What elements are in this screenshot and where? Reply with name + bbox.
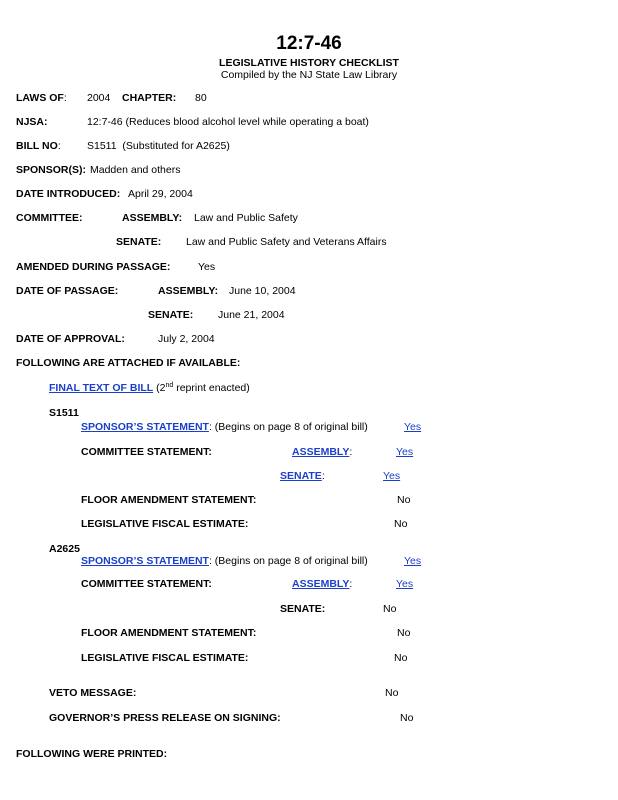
- committee-assembly-label: ASSEMBLY:: [122, 212, 183, 224]
- compiled-by: Compiled by the NJ State Law Library: [220, 69, 398, 81]
- s1511-sponsor-row: [81, 422, 368, 433]
- a2625-sponsor-yes-link[interactable]: Yes: [404, 555, 422, 567]
- page-title: 12:7-46: [276, 33, 342, 54]
- a2625-committee-label: COMMITTEE STATEMENT:: [81, 578, 212, 590]
- amended-label: AMENDED DURING PASSAGE:: [16, 261, 171, 273]
- page-subtitle: LEGISLATIVE HISTORY CHECKLIST: [219, 57, 399, 69]
- passage-senate-label: SENATE:: [148, 309, 194, 321]
- s1511-senate-link[interactable]: SENATE: [280, 470, 322, 482]
- njsa-label: NJSA:: [16, 116, 48, 128]
- s1511-assembly-colon: :: [349, 446, 353, 458]
- sponsors-label: SPONSOR(S):: [16, 164, 87, 176]
- passage-assembly-label: ASSEMBLY:: [158, 285, 219, 297]
- s1511-committee-label: COMMITTEE STATEMENT:: [81, 446, 212, 458]
- final-text-sup: nd: [165, 382, 174, 389]
- bill-no-label-row: [16, 141, 61, 152]
- press-release-value: No: [400, 712, 414, 724]
- final-text-pre: (2: [153, 382, 166, 394]
- a2625-floor-value: No: [397, 627, 411, 639]
- s1511-sponsor-yes-link[interactable]: Yes: [404, 421, 422, 433]
- a2625-assembly-yes-link[interactable]: Yes: [396, 578, 414, 590]
- s1511-senate-row: [280, 471, 325, 482]
- date-introduced-label: DATE INTRODUCED:: [16, 188, 121, 200]
- final-text-link[interactable]: FINAL TEXT OF BILL: [49, 382, 154, 394]
- laws-of-label-row: [16, 93, 67, 104]
- date-introduced-value: April 29, 2004: [128, 188, 193, 200]
- printed-heading: FOLLOWING WERE PRINTED:: [16, 748, 168, 760]
- s1511-floor-label: FLOOR AMENDMENT STATEMENT:: [81, 494, 257, 506]
- press-release-label: GOVERNOR’S PRESS RELEASE ON SIGNING:: [49, 712, 281, 724]
- a2625-assembly-link[interactable]: ASSEMBLY: [292, 578, 350, 590]
- chapter-value: 80: [195, 92, 207, 104]
- s1511-senate-yes-link[interactable]: Yes: [383, 470, 401, 482]
- final-text-row: [49, 383, 250, 394]
- sponsors-value: Madden and others: [90, 164, 181, 176]
- chapter-label: CHAPTER:: [122, 92, 177, 104]
- njsa-value: 12:7-46 (Reduces blood alcohol level while operating a boat): [87, 116, 369, 128]
- s1511-fiscal-value: No: [394, 518, 408, 530]
- amended-value: Yes: [198, 261, 216, 273]
- date-of-approval-value: July 2, 2004: [158, 333, 215, 345]
- bill-no-colon: :: [57, 140, 61, 152]
- laws-of-label: LAWS OF: [16, 92, 64, 104]
- s1511-floor-value: No: [397, 494, 411, 506]
- a2625-fiscal-value: No: [394, 652, 408, 664]
- s1511-sponsor-note: : (Begins on page 8 of original bill): [208, 421, 368, 433]
- bill-no-label: BILL NO: [16, 140, 58, 152]
- a2625-senate-value: No: [383, 603, 397, 615]
- a2625-sponsor-note: : (Begins on page 8 of original bill): [208, 555, 368, 567]
- a2625-assembly-colon: :: [349, 578, 353, 590]
- a2625-sponsor-row: [81, 556, 368, 567]
- passage-senate-value: June 21, 2004: [218, 309, 285, 321]
- s1511-sponsor-statement-link[interactable]: SPONSOR’S STATEMENT: [81, 421, 209, 433]
- s1511-assembly-row: [292, 447, 352, 458]
- s1511-senate-colon: :: [321, 470, 325, 482]
- committee-senate-value: Law and Public Safety and Veterans Affairs: [186, 236, 387, 248]
- passage-assembly-value: June 10, 2004: [229, 285, 296, 297]
- s1511-label: S1511: [49, 407, 79, 419]
- a2625-assembly-row: [292, 579, 352, 590]
- attached-heading: FOLLOWING ARE ATTACHED IF AVAILABLE:: [16, 357, 241, 369]
- laws-of-year: 2004: [87, 92, 111, 104]
- committee-assembly-value: Law and Public Safety: [194, 212, 298, 224]
- committee-senate-label: SENATE:: [116, 236, 162, 248]
- final-text-post: reprint enacted): [173, 382, 250, 394]
- s1511-fiscal-label: LEGISLATIVE FISCAL ESTIMATE:: [81, 518, 249, 530]
- a2625-floor-label: FLOOR AMENDMENT STATEMENT:: [81, 627, 257, 639]
- date-of-approval-label: DATE OF APPROVAL:: [16, 333, 125, 345]
- a2625-fiscal-label: LEGISLATIVE FISCAL ESTIMATE:: [81, 652, 249, 664]
- a2625-senate-label: SENATE:: [280, 603, 326, 615]
- s1511-assembly-yes-link[interactable]: Yes: [396, 446, 414, 458]
- a2625-label: A2625: [49, 543, 80, 555]
- veto-label: VETO MESSAGE:: [49, 687, 137, 699]
- veto-value: No: [385, 687, 399, 699]
- date-of-passage-label: DATE OF PASSAGE:: [16, 285, 119, 297]
- laws-of-colon: :: [63, 92, 67, 104]
- a2625-sponsor-statement-link[interactable]: SPONSOR’S STATEMENT: [81, 555, 209, 567]
- s1511-assembly-link[interactable]: ASSEMBLY: [292, 446, 350, 458]
- committee-label: COMMITTEE:: [16, 212, 83, 224]
- bill-no-value: S1511 (Substituted for A2625): [87, 140, 230, 152]
